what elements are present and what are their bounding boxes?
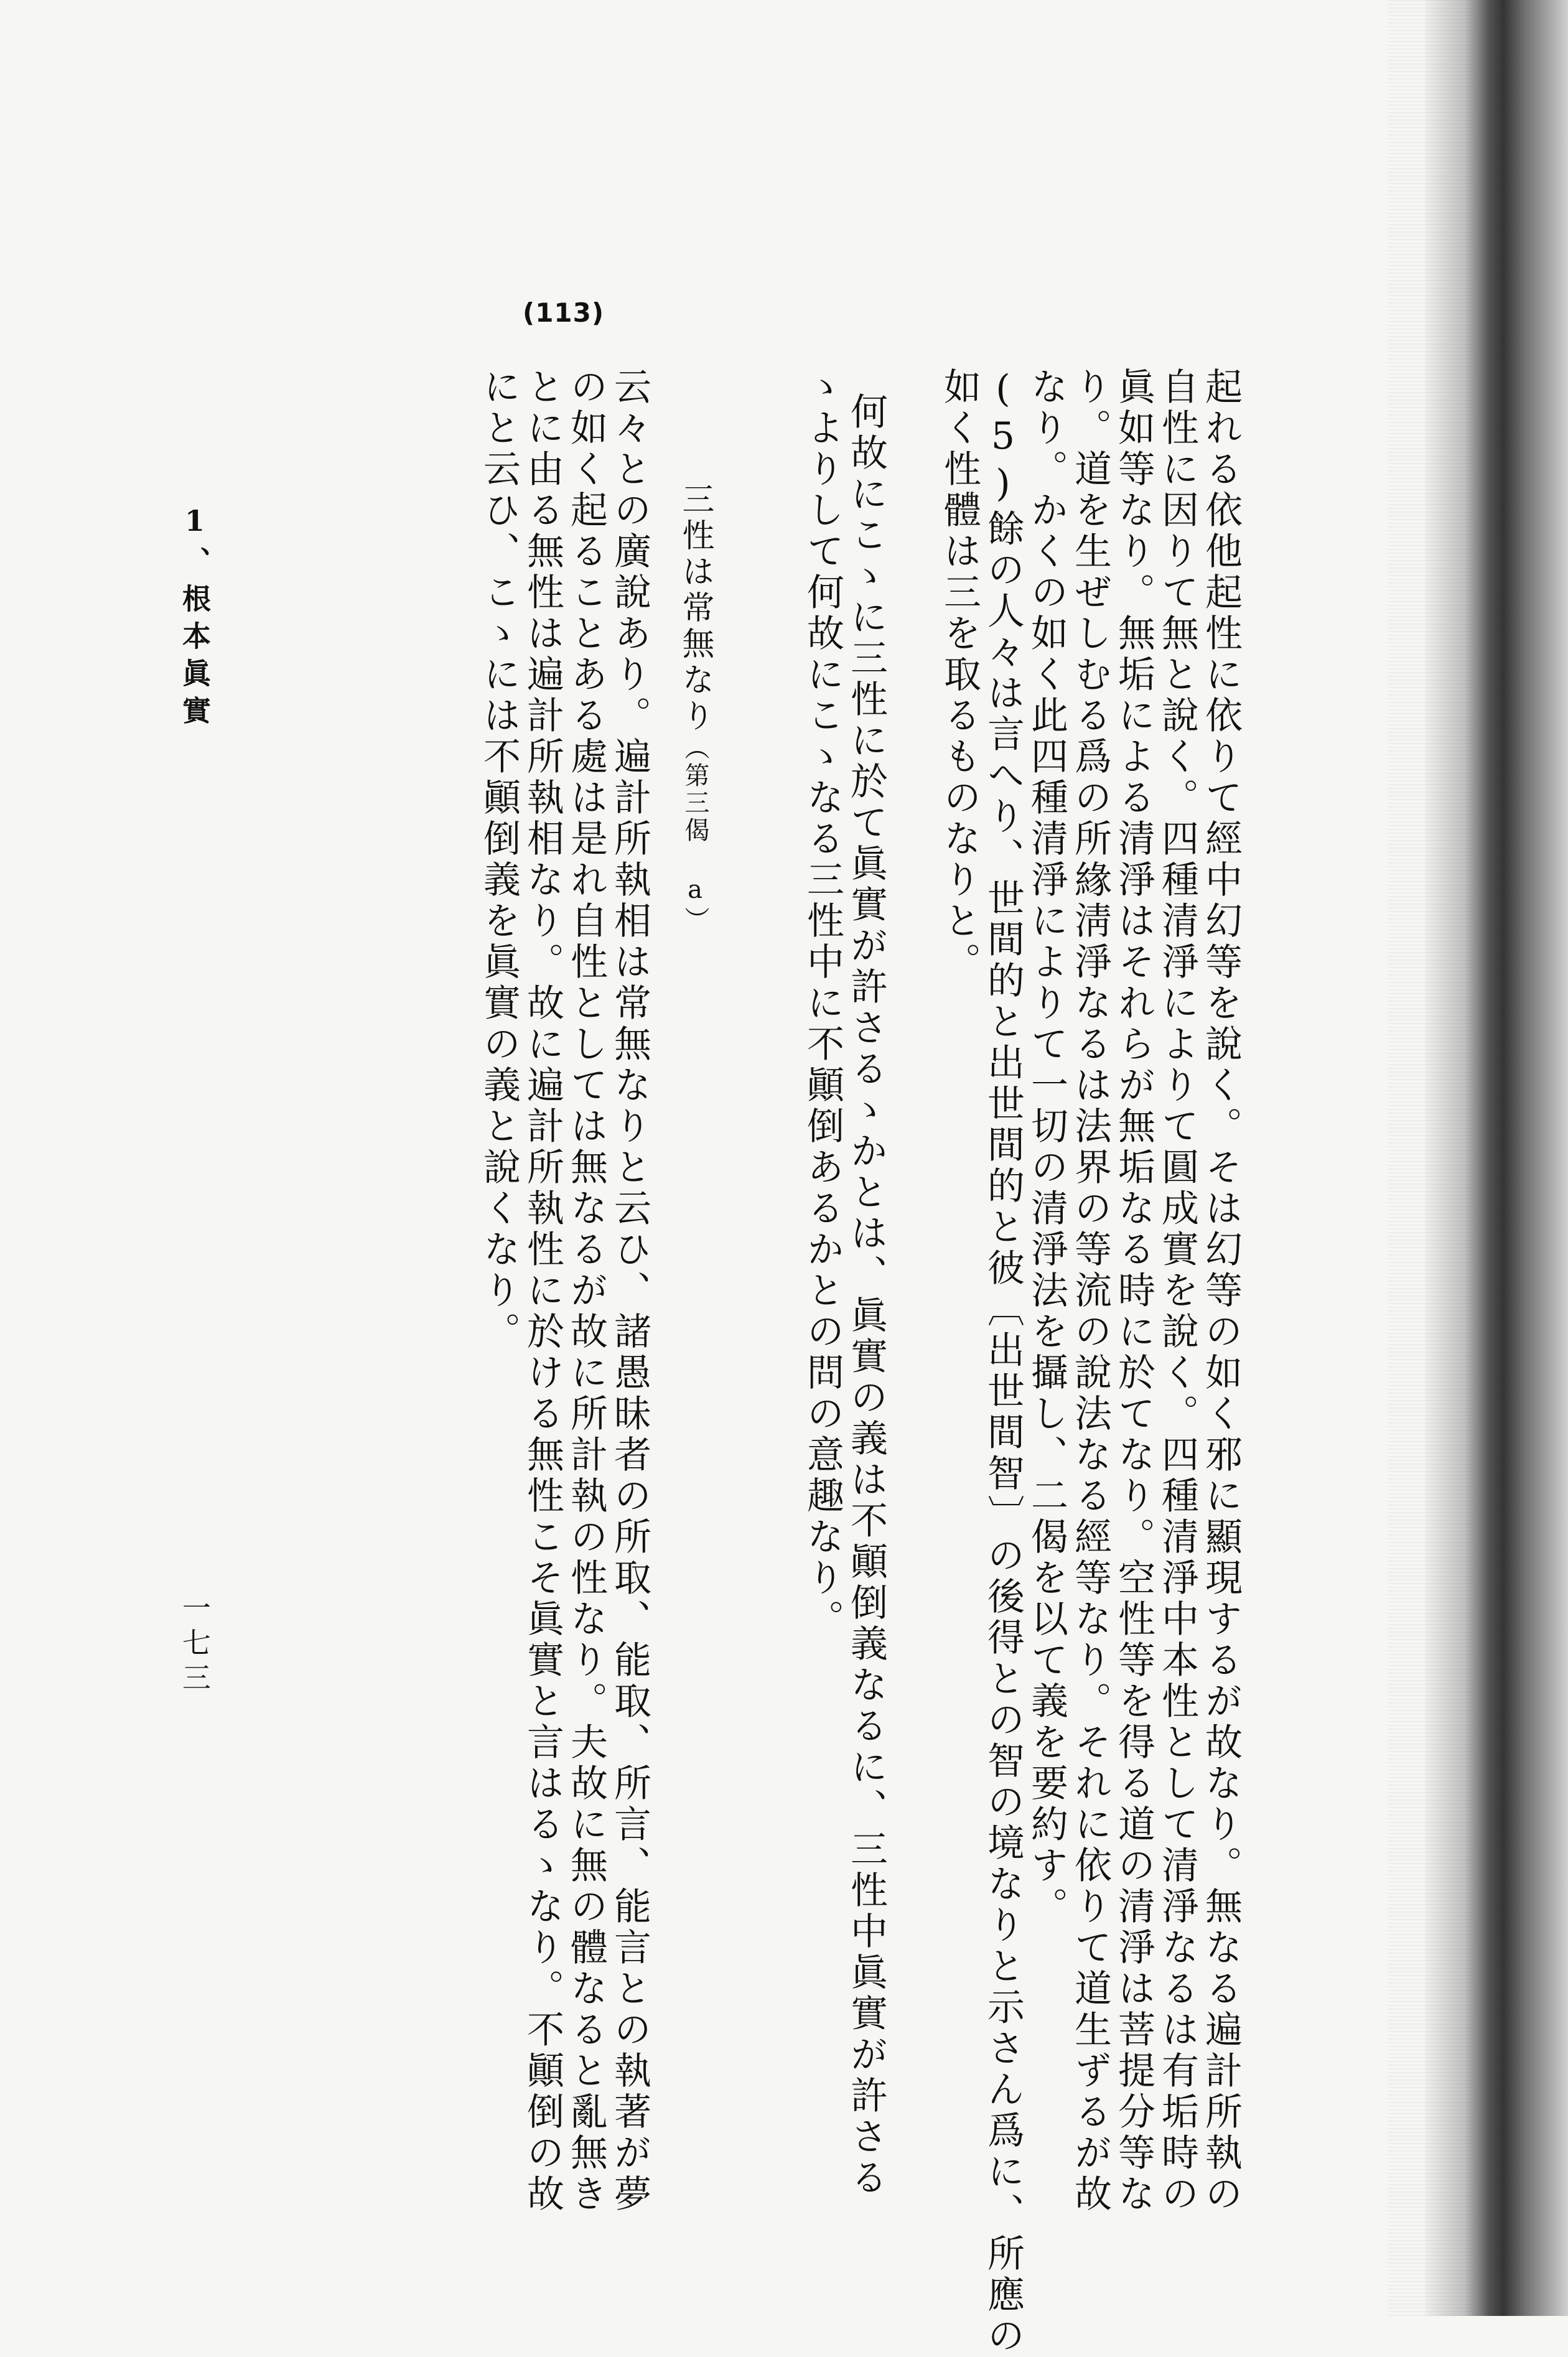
text-column-9: ゝよりして何故にこゝなる三性中に不顚倒あるかとの問の意趣なり。 [801,367,844,1640]
page-folio: 一七三 [178,1593,212,1697]
text-column-6: (5)餘の人々は言へり、世間的と出世間的と彼〔出世間智〕の後得との智の境なりと示さん爲に、所應の [981,367,1025,2357]
verse-reference: （第三偈 a） [681,735,709,934]
text-column-1: 起れる依他起性に依りて經中幻等を說く。そは幻等の如く邪に顯現するが故なり。無なる遍計所執の [1199,367,1243,2215]
text-column-10: 云々との廣說あり。遍計所執相は常無なりと云ひ、諸愚昧者の所取、能取、所言、能言との執著が夢 [608,367,651,2215]
scan-noise [1388,0,1475,2316]
page-number: (113) [523,297,605,328]
text-column-4: り。道を生ぜしむる爲の所緣淸淨なるは法界の等流の說法なる經等なり。それに依りて道生ずるが故 [1068,367,1112,2215]
text-column-13: にと云ひ、こゝには不顚倒義を眞實の義と說くなり。 [477,367,521,1353]
text-column-2: 自性に因りて無と說く。四種清淨によりて圓成實を說く。四種清淨中本性として清淨なるは有垢時の [1155,367,1199,2215]
section-heading [672,482,719,934]
text-column-3: 眞如等なり。無垢による清淨はそれらが無垢なる時に於てなり。空性等を得る道の清淨は菩提分等な [1112,367,1155,2215]
text-column-5: なり。かくの如く此四種清淨によりて一切の清淨法を攝し、二偈を以て義を要約す。 [1025,367,1068,1928]
text-column-11: の如く起ることある處は是れ自性としては無なるが故に所計執の性なり。夫故に無の體なると亂無き [564,367,608,2215]
text-column-8: 何故にこゝに三性に於て眞實が許さるゝかとは、眞實の義は不顚倒義なるに、三性中眞實が許さる [844,392,888,2199]
section-heading-text: 三性は常無なり [676,482,714,735]
text-column-12: とに由る無性は遍計所執相なり。故に遍計所執性に於ける無性こそ眞實と言はるゝなり。不顚倒の故 [521,367,564,2215]
text-column-7: 如く性體は三を取るものなりと。 [938,367,981,983]
running-header: 1、根本眞實 [178,504,212,733]
